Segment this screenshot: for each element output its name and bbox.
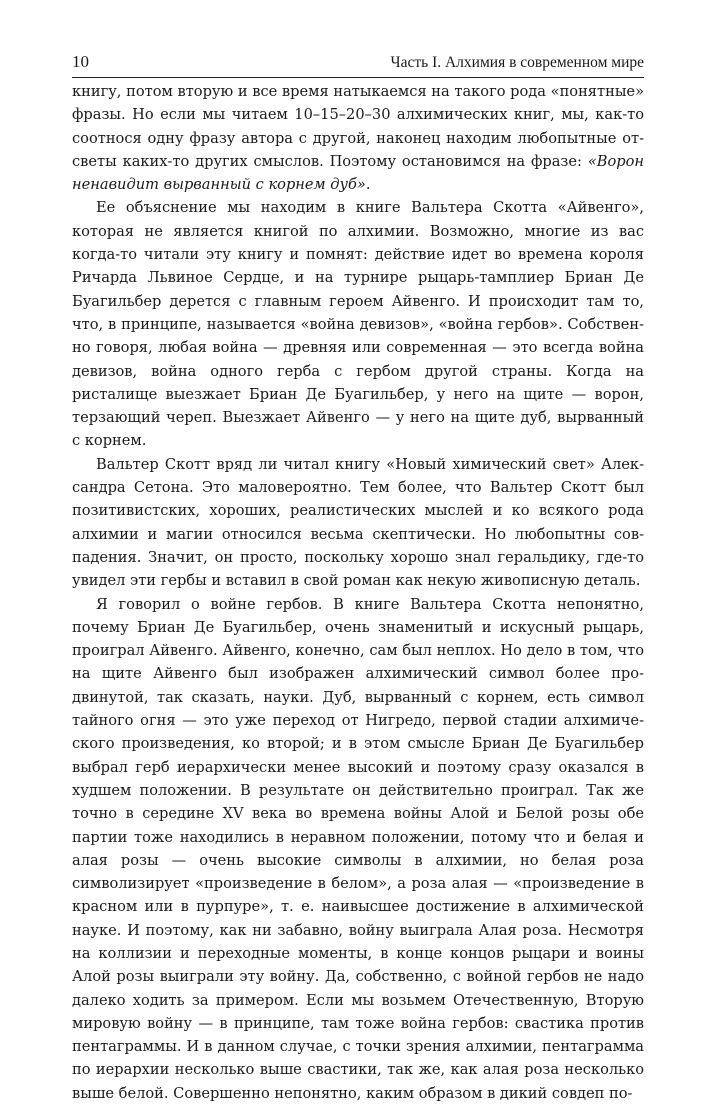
body-text (72, 80, 644, 1105)
paragraph-1 (72, 80, 644, 196)
running-title: Часть I. Алхимия в современном мире (390, 54, 644, 71)
running-header (72, 52, 644, 78)
paragraph-1-tail: . (365, 176, 371, 194)
page-number: 10 (72, 52, 89, 71)
paragraph-1-italic-quote: «Ворон ненавидит вырванный с корнем дуб» (72, 152, 644, 194)
paragraph-4: Я говорил о войне гербов. В книге Вальтера Скотта непонятно, почему Бриан Де Буагильбер, очень знаменитый и искусный рыцарь, проиграл Айвенго. Айвенго, конечно, сам был неплох. Но дело в том, что на щите Айвенго был изображен алхимический символ более продвинутой, так сказать, науки. Дуб, вырванный с корнем, есть символ тайного огня — это уже переход от Нигредо, первой стадии алхимического произведения, ко второй; и в этом смысле Бриан Де Буагильбер выбрал герб иерархически менее высокий и поэтому сразу оказался в худшем положении. В результате он действительно проиграл. Так же точно в середине XV века во времена войны Алой и Белой розы обе партии тоже находились в неравном положении, потому что и белая и алая розы — очень высокие символы в алхимии, но белая роза символизирует «произведение в белом», а роза алая — «произведение в красном или в пурпуре», т. е. наивысшее достижение в алхимической науке. И поэтому, как ни забавно, войну выиграла Алая роза. Несмотря на коллизии и переходные моменты, в конце концов рыцари и воины Алой розы выиграли эту войну. Да, собственно, с войной гербов не надо далеко ходить за примером. Если мы возьмем Отечественную, Вторую мировую войну — в принципе, там тоже война гербов: свастика против пентаграммы. И в данном случае, с точки зрения алхимии, пентаграмма по иерархии несколько выше свастики, так же, как алая роза несколько выше белой. Совершенно непонятно, каким образом в дикий совдеп по- (72, 595, 644, 1102)
paragraph-2: Ее объяснение мы находим в книге Вальтера Скотта «Айвенго», которая не является книгой по алхимии. Возможно, многие из вас когда-то читали эту книгу и помнят: действие идет во времена короля Ричарда Львиное Сердце, и на турнире рыцарь-тамплиер Бриан Де Буагильбер дерется с главным героем Айвенго. И происходит там то, что, в принципе, называется «война девизов», «война гербов». Собственно говоря, любая война — древняя или современная — это всегда война девизов, война одного герба с гербом другой страны. Когда на ристалище выезжает Бриан Де Буагильбер, у него на щите — ворон, терзающий череп. Выезжает Айвенго — у него на щите дуб, вырванный с корнем. (72, 199, 644, 450)
book-page (72, 52, 644, 1105)
paragraph-1-text: книгу, потом вторую и все время натыкаемся на такого рода «понятные» фразы. Но если мы читаем 10–15–20–30 алхимических книг, мы, как-то соотнося одну фразу автора с другой, наконец находим любопытные отсветы каких-то других смыслов. Поэтому остановимся на фразе: (72, 83, 644, 170)
paragraph-3: Вальтер Скотт вряд ли читал книгу «Новый химический свет» Александра Сетона. Это маловероятно. Тем более, что Вальтер Скотт был позитивистских, хороших, реалистических мыслей и ко всякого рода алхимии и магии относился весьма скептически. Но любопытны совпадения. Значит, он просто, поскольку хорошо знал геральдику, где-то увидел эти гербы и вставил в свой роман как некую живописную деталь. (72, 455, 644, 590)
